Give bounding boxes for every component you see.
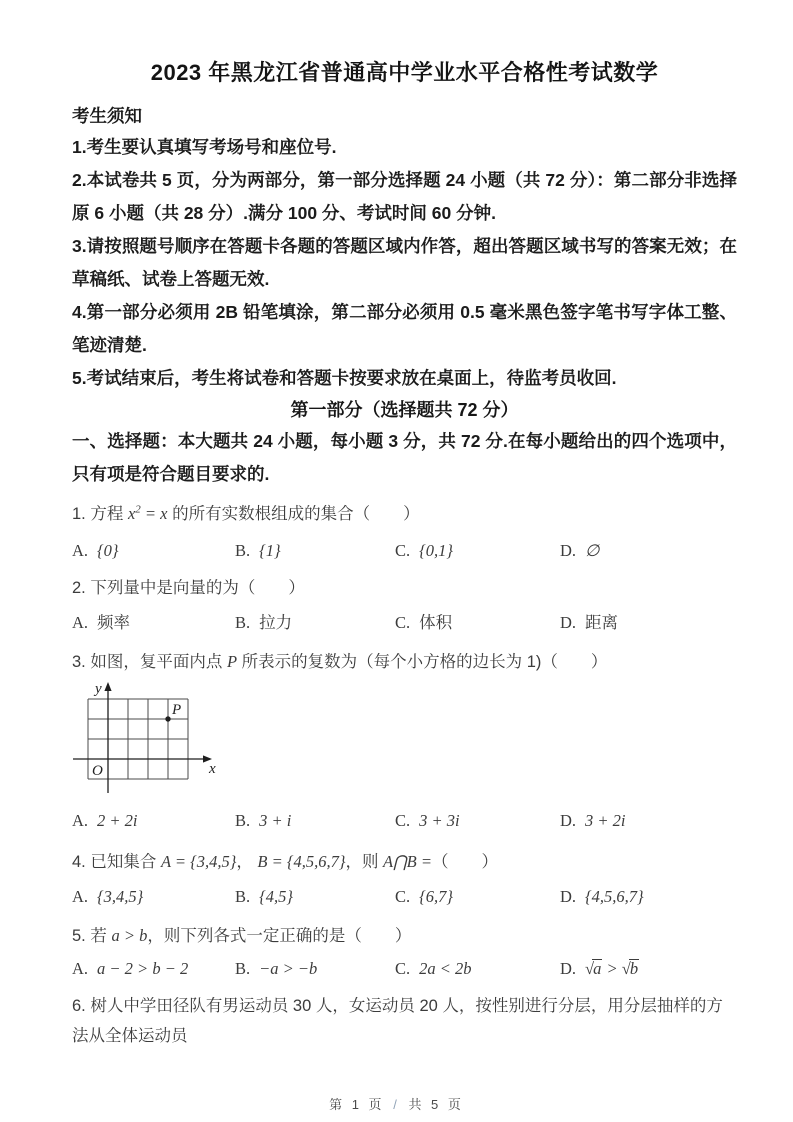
option-letter: B. [235,613,251,632]
option-value: 距离 [585,614,619,632]
point-p-label: P [172,702,182,718]
section-description: 一、选择题：本大题共 24 小题，每小题 3 分，共 72 分.在每小题给出的四个选项中，只有项是符合题目要求的. [72,431,737,484]
notice-item-1: 1.考生要认真填写考场号和座位号. [72,137,337,157]
option-value: 3 + 2i [585,811,626,830]
option-d [560,887,737,907]
question-2-stem: 2. 下列量中是向量的为（ ） [72,579,305,597]
option-d [560,541,737,561]
footer-page-number: 第 1 页 [329,1097,385,1112]
question-1-options [72,541,737,561]
option-c [395,609,560,633]
notice-item-4: 4.第一部分必须用 2B 铅笔填涂，第二部分必须用 0.5 毫米黑色签字笔书写字体工整、笔迹清楚. [72,302,737,355]
option-value: 3 + i [259,811,292,830]
question-3-options [72,811,737,831]
option-a [72,541,235,561]
point-p [165,716,170,721]
option-a [72,887,235,907]
option-a [72,609,235,633]
option-letter: D. [560,887,577,906]
option-a [72,959,235,979]
option-b [235,959,395,979]
notice-item-2: 2.本试卷共 5 页，分为两部分，第一部分选择题 24 小题（共 72 分）：第二部分非选择原 6 小题（共 28 分）.满分 100 分、考试时间 60 分钟. [72,170,737,223]
option-letter: C. [395,811,411,830]
option-letter: A. [72,887,89,906]
option-value: {0} [97,541,119,560]
option-d [560,959,737,979]
option-letter: A. [72,613,89,632]
notice-section [72,101,737,395]
option-letter: C. [395,887,411,906]
option-letter: B. [235,541,251,560]
option-letter: D. [560,613,577,632]
option-d [560,811,737,831]
option-value: {1} [259,541,281,560]
question-2 [72,573,737,633]
question-5-stem: 5. 若 a > b，则下列各式一定正确的是（ ） [72,926,412,945]
option-letter: A. [72,541,89,560]
option-b [235,541,395,561]
option-value: 3 + 3i [419,811,460,830]
notice-heading: 考生须知 [72,106,142,126]
option-b [235,609,395,633]
option-letter: D. [560,811,577,830]
option-b [235,887,395,907]
option-value: {6,7} [419,887,453,906]
option-c [395,887,560,907]
option-value: 拉力 [259,614,293,632]
question-4-stem: 4. 已知集合 A = {3,4,5}， B = {4,5,6,7}，则 A⋂B =（ ） [72,852,498,871]
option-value: {0,1} [419,541,453,560]
option-value: {3,4,5} [97,887,144,906]
page-footer [0,1094,793,1113]
page-title: 2023 年黑龙江省普通高中学业水平合格性考试数学 [150,60,659,85]
option-a [72,811,235,831]
option-value: 体积 [419,614,453,632]
footer-total-pages: 共 5 页 [408,1097,464,1112]
question-2-options [72,609,737,633]
question-6 [72,991,737,1051]
question-5 [72,921,737,979]
option-letter: C. [395,541,411,560]
question-3 [72,647,737,831]
option-letter: A. [72,959,89,978]
x-axis-label: x [209,761,216,777]
option-letter: C. [395,613,411,632]
option-letter: B. [235,959,251,978]
option-value: √a > √b [585,959,639,978]
notice-item-5: 5.考试结束后，考生将试卷和答题卡按要求放在桌面上，待监考员收回. [72,368,617,388]
option-value: 频率 [97,614,131,632]
option-value: −a > −b [259,959,318,978]
option-b [235,811,395,831]
notice-item-3: 3.请按照题号顺序在答题卡各题的答题区域内作答，超出答题区域书写的答案无效；在草稿纸、试卷上答题无效. [72,236,737,289]
option-d [560,609,737,633]
origin-label: O [92,763,103,779]
option-value: {4,5,6,7} [585,887,644,906]
figure-complex-plane [72,681,737,805]
option-value: {4,5} [259,887,293,906]
option-letter: B. [235,887,251,906]
option-c [395,541,560,561]
option-letter: A. [72,811,89,830]
option-value: ∅ [585,541,600,560]
option-letter: B. [235,811,251,830]
question-1-stem: 1. 方程 $x^2 = x$ 的所有实数根组成的集合（ ） [72,503,420,523]
y-axis-label: y [95,681,102,697]
complex-plane-svg [72,681,237,805]
option-letter: D. [560,959,577,978]
question-6-stem: 6. 树人中学田径队有男运动员 30 人，女运动员 20 人，按性别进行分层，用分层抽样的方法从全体运动员 [72,997,723,1045]
question-1 [72,499,737,561]
option-letter: C. [395,959,411,978]
option-value: a − 2 > b − 2 [97,959,189,978]
question-3-stem: 3. 如图，复平面内点 P 所表示的复数为（每个小方格的边长为 1)（ ） [72,652,608,671]
option-letter: D. [560,541,577,560]
question-4 [72,847,737,907]
footer-separator: / [393,1097,400,1112]
y-axis-arrow-icon [104,682,111,691]
option-value: 2 + 2i [97,811,138,830]
option-c [395,811,560,831]
question-5-options [72,959,737,979]
question-4-options [72,887,737,907]
option-c [395,959,560,979]
section-heading: 第一部分（选择题共 72 分） [290,400,519,420]
option-value: 2a < 2b [419,959,472,978]
